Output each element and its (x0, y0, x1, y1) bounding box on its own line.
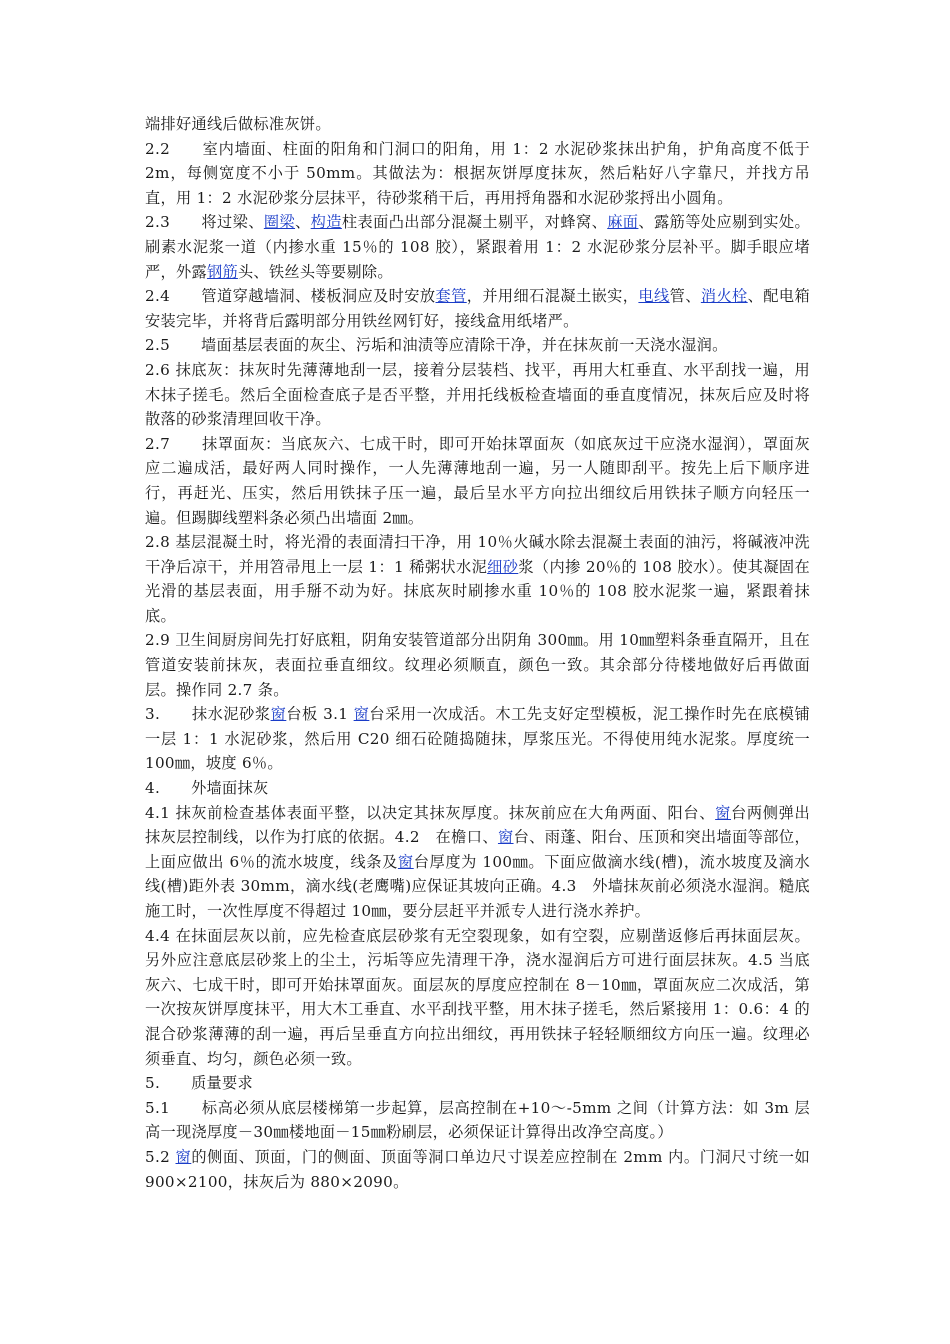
paragraph-text: 5.1 标高必须从底层楼梯第一步起算，层高控制在+10～-5mm 之间（计算方法：如 3m 层高一现浇厚度－30㎜楼地面－15㎜粉刷层，必须保证计算得出改净空高度。） (145, 1098, 810, 1142)
paragraph-text: 浆（内掺 20％的 108 胶水）。使其凝固在光滑的基层表面，用手掰不动为好。抹底灰时刷掺水重 10％的 108 胶水泥浆一遍，紧跟着抹底。 (145, 557, 810, 625)
paragraph-text: 台厚度为 100㎜。下面应做滴水线(槽)，流水坡度及滴水线(槽)距外表 30mm，滴水线(老鹰嘴)应保证其坡向正确。4.3 外墙抹灰前必须浇水湿润。糙底施工时，一次性厚度不得超过 10㎜，要分层赶平并派专人进行浇水养护。 (145, 852, 810, 920)
paragraph (145, 801, 810, 924)
keyword-link[interactable]: 窗 (270, 705, 287, 724)
paragraph (145, 358, 810, 432)
paragraph (145, 112, 810, 137)
paragraph-text: 4. 外墙面抹灰 (145, 779, 269, 798)
keyword-link[interactable]: 窗 (397, 852, 414, 871)
paragraph-text: 2.3 将过梁、 (145, 213, 264, 232)
paragraph (145, 284, 810, 333)
keyword-link[interactable]: 钢筋 (206, 262, 238, 281)
keyword-link[interactable]: 窗 (353, 705, 370, 724)
keyword-link[interactable]: 窗 (715, 803, 732, 822)
paragraph-text: 、露筋等处应剔到实处。刷素水泥浆一道（内掺水重 15％的 108 胶），紧跟着用 1：2 水泥砂浆分层补平。脚手眼应堵严，外露 (145, 213, 810, 281)
paragraph-text: 、 (295, 213, 311, 232)
paragraph-text: 5. 质量要求 (145, 1074, 254, 1093)
paragraph (145, 432, 810, 530)
keyword-link[interactable]: 电线 (638, 287, 670, 306)
paragraph (145, 137, 810, 211)
paragraph-text: 的侧面、顶面，门的侧面、顶面等洞口单边尺寸误差应控制在 2mm 内。门洞尺寸统一如 900×2100，抹灰后为 880×2090。 (145, 1147, 811, 1191)
paragraph-text: 2.8 基层混凝土时，将光滑的表面清扫干净，用 10％火碱水除去混凝土表面的油污，将碱液冲洗干净后凉干，并用笤帚甩上一层 1：1 稀粥状水泥 (145, 533, 810, 576)
paragraph-text: 4.1 抹灰前检查基体表面平整，以决定其抹灰厚度。抹灰前应在大角两面、阳台、 (145, 803, 716, 822)
paragraph (145, 628, 810, 702)
keyword-link[interactable]: 套管 (435, 287, 467, 306)
paragraph-text: 3. 抹水泥砂浆 (145, 705, 271, 724)
paragraph-text: 2.5 墙面基层表面的灰尘、污垢和油渍等应清除干净，并在抹灰前一天浇水湿润。 (145, 336, 728, 355)
paragraph (145, 333, 810, 358)
paragraph-text: 端排好通线后做标准灰饼。 (145, 115, 331, 133)
paragraph-text: 2.7 抹罩面灰：当底灰六、七成干时，即可开始抹罩面灰（如底灰过干应浇水湿润），罩面灰应二遍成活，最好两人同时操作，一人先薄薄地刮一遍，另一人随即刮平。按先上后下顺序进行，再赶光、压实，然后用铁抹子压一遍，最后呈水平方向拉出细纹后用铁抹子顺方向轻压一遍。但踢脚线塑料条必须凸出墙面 2㎜。 (145, 434, 810, 527)
keyword-link[interactable]: 构造 (310, 213, 342, 232)
paragraph-text: 2.9 卫生间厨房间先打好底粗，阴角安装管道部分出阴角 300㎜。用 10㎜塑料条垂直隔开，且在管道安装前抹灰，表面拉垂直细纹。纹理必须顺直，颜色一致。其余部分待楼地做好后再做面层。操作同 2.7 条。 (145, 631, 810, 699)
paragraph (145, 1096, 810, 1145)
paragraph-text: 管、 (669, 287, 701, 306)
paragraph-text: 台采用一次成活。木工先支好定型模板，泥工操作时先在底模铺一层 1：1 水泥砂浆，然后用 C20 细石砼随捣随抹，厚浆压光。不得使用纯水泥浆。厚度统一 100㎜，坡度 6％。 (145, 705, 810, 773)
paragraph-text: 2.6 抹底灰：抹灰时先薄薄地刮一层，接着分层装档、找平，再用大杠垂直、水平刮找一遍，用木抹子搓毛。然后全面检查底子是否平整，并用托线板检查墙面的垂直度情况，抹灰后应及时将散落的砂浆清理回收干净。 (145, 360, 810, 429)
document-body (145, 112, 810, 1194)
keyword-link[interactable]: 窗 (497, 828, 514, 847)
paragraph (145, 530, 810, 628)
paragraph-text: 5.2 (145, 1147, 176, 1166)
paragraph-text: 、配电箱安装完毕，并将背后露明部分用铁丝网钉好，接线盒用纸堵严。 (145, 287, 810, 330)
keyword-link[interactable]: 麻面 (607, 213, 639, 232)
paragraph (145, 924, 810, 1072)
paragraph-text: 4.4 在抹面层灰以前，应先检查底层砂浆有无空裂现象，如有空裂，应剔凿返修后再抹面层灰。另外应注意底层砂浆上的尘土，污垢等应先清理干净，浇水湿润后方可进行面层抹灰。4.5 当底灰六、七成干时，即可开始抹罩面灰。面层灰的厚度应控制在 8－10㎜，罩面灰应二次成活，第一次按灰饼厚度抹平，用大木工垂直、水平刮找平整，用木抹子搓毛，然后紧接用 1：0.6：4 的混合砂浆薄薄的刮一遍，再后呈垂直方向拉出细纹，再用铁抹子轻轻顺细纹方向压一遍。纹理必须垂直、均匀，颜色必须一致。 (145, 926, 810, 1068)
paragraph (145, 776, 810, 801)
paragraph-text: 柱表面凸出部分混凝土剔平，对蜂窝、 (341, 213, 608, 232)
keyword-link[interactable]: 消火栓 (700, 287, 748, 306)
paragraph (145, 210, 810, 284)
paragraph-text: ，并用细石混凝土嵌实， (466, 287, 639, 306)
keyword-link[interactable]: 细砂 (487, 557, 519, 576)
paragraph (145, 1145, 810, 1194)
paragraph-text: 2.2 室内墙面、柱面的阳角和门洞口的阳角，用 1：2 水泥砂浆抹出护角，护角高度不低于 2m，每侧宽度不小于 50mm。其做法为：根据灰饼厚度抹灰，然后粘好八字靠尺，并找方吊直，用 1：2 水泥砂浆分层抹平，待砂浆稍干后，再用捋角器和水泥砂浆捋出小圆角。 (145, 139, 810, 207)
keyword-link[interactable]: 窗 (175, 1147, 192, 1166)
keyword-link[interactable]: 圈梁 (263, 213, 296, 232)
paragraph-text: 台、雨蓬、阳台、压顶和突出墙面等部位，上面应做出 6％的流水坡度，线条及 (145, 828, 810, 871)
paragraph-text: 2.4 管道穿越墙洞、楼板洞应及时安放 (145, 287, 436, 306)
paragraph (145, 702, 810, 776)
paragraph-text: 台板 3.1 (286, 705, 354, 724)
paragraph-text: 头、铁丝头等要剔除。 (237, 262, 393, 281)
paragraph-text: 台两侧弹出抹灰层控制线，以作为打底的依据。4.2 在檐口、 (145, 803, 810, 847)
paragraph (145, 1071, 810, 1096)
